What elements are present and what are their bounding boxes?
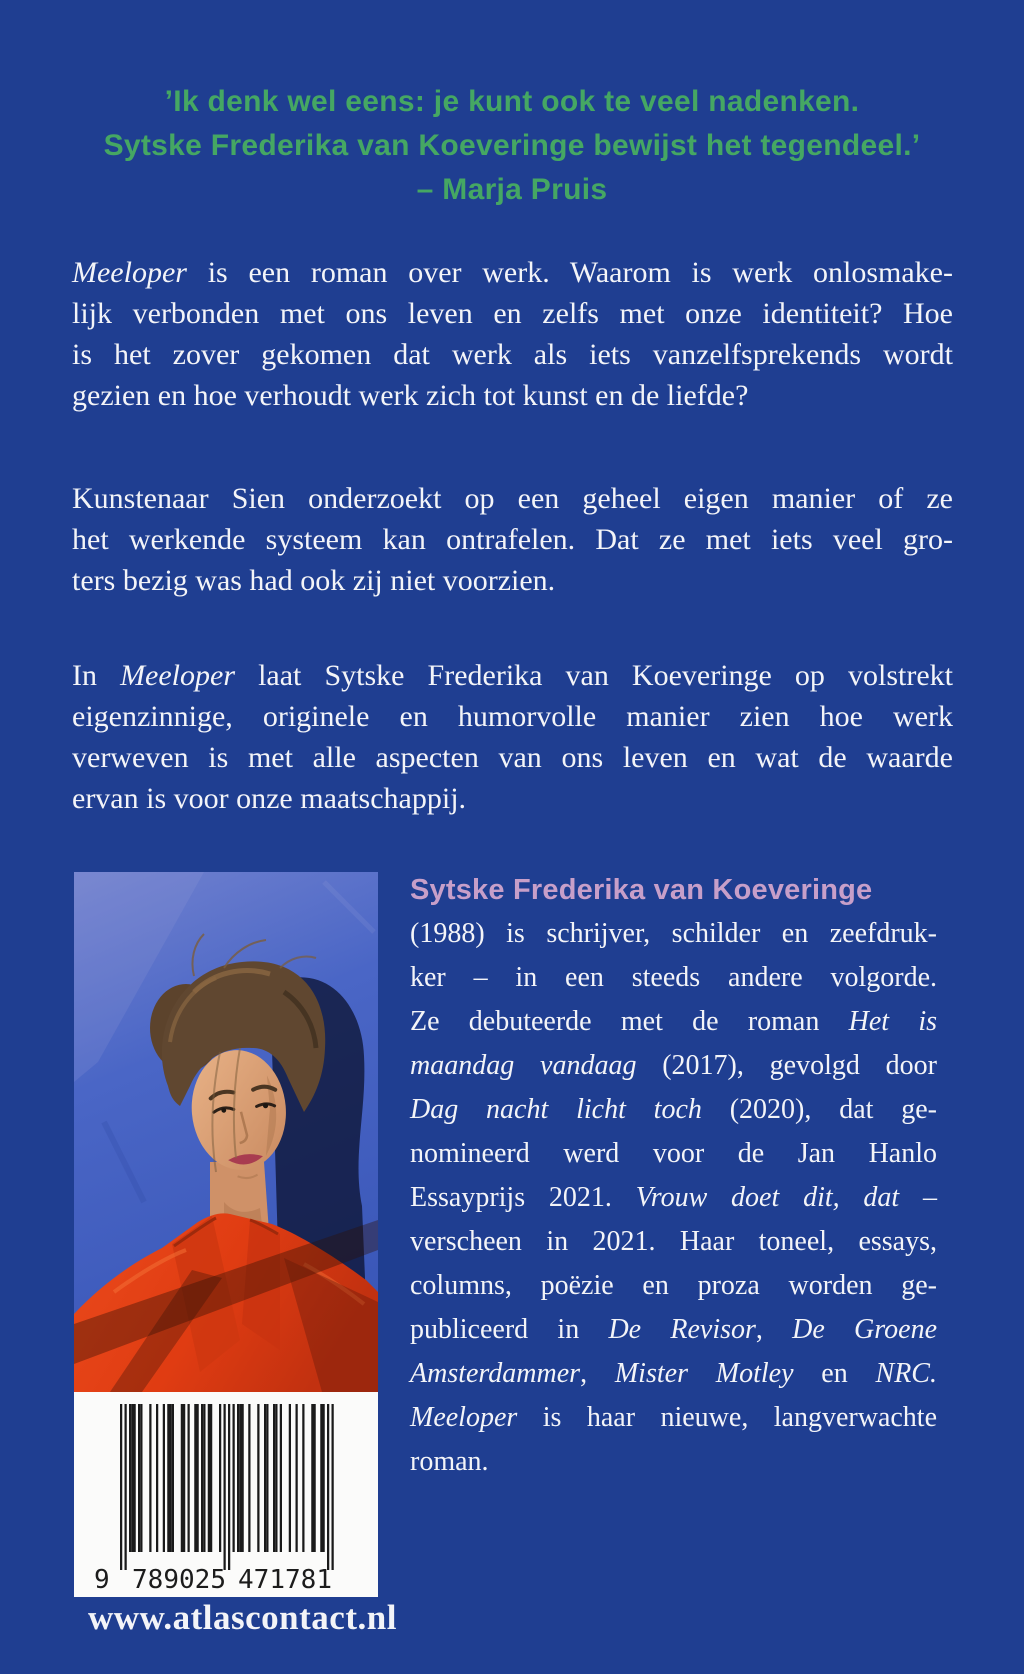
text-line: ters bezig was had ook zij niet voorzien. bbox=[72, 564, 556, 597]
text-line: Meeloper is een roman over werk. Waarom is werk onlosmake- bbox=[72, 256, 953, 289]
author-name: Sytske Frederika van Koeveringe bbox=[410, 874, 873, 906]
text-line: Kunstenaar Sien onderzoekt op een geheel eigen manier of ze bbox=[72, 482, 953, 515]
text-line: Amsterdammer, Mister Motley en NRC. bbox=[410, 1358, 937, 1389]
text-line: columns, poëzie en proza worden ge- bbox=[410, 1270, 937, 1301]
text-line: gezien en hoe verhoudt werk zich tot kunst en de liefde? bbox=[72, 379, 749, 412]
text-line: is het zover gekomen dat werk als iets vanzelfsprekends wordt bbox=[72, 338, 953, 371]
synopsis-paragraph-3 bbox=[72, 655, 953, 819]
text-line: publiceerd in De Revisor, De Groene bbox=[410, 1314, 937, 1345]
author-bio-text bbox=[410, 912, 937, 1484]
text-line: maandag vandaag (2017), gevolgd door bbox=[410, 1050, 937, 1081]
quote-attribution: – Marja Pruis bbox=[416, 173, 608, 206]
svg-text:471781: 471781 bbox=[238, 1565, 332, 1595]
text-line: verscheen in 2021. Haar toneel, essays, bbox=[410, 1226, 937, 1257]
quote-line: ’Ik denk wel eens: je kunt ook te veel nadenken. bbox=[164, 85, 860, 118]
text-line: Ze debuteerde met de roman Het is bbox=[410, 1006, 937, 1037]
barcode bbox=[74, 1392, 378, 1597]
text-line: Dag nacht licht toch (2020), dat ge- bbox=[410, 1094, 938, 1125]
text-line: (1988) is schrijver, schilder en zeefdruk- bbox=[410, 918, 937, 949]
text-line: Meeloper is haar nieuwe, langverwachte bbox=[410, 1402, 937, 1433]
text-line: nomineerd werd voor de Jan Hanlo bbox=[410, 1138, 937, 1169]
text-line: roman. bbox=[410, 1446, 489, 1477]
synopsis-paragraph-1 bbox=[72, 252, 953, 416]
review-quote bbox=[0, 80, 1024, 212]
svg-text:789025: 789025 bbox=[132, 1565, 226, 1595]
text-line: Essayprijs 2021. Vrouw doet dit, dat – bbox=[410, 1182, 937, 1213]
text-line: eigenzinnige, originele en humorvolle manier zien hoe werk bbox=[72, 700, 953, 733]
synopsis-paragraph-2 bbox=[72, 478, 953, 601]
text-line: verweven is met alle aspecten van ons leven en wat de waarde bbox=[72, 741, 953, 774]
publisher-website: www.atlascontact.nl bbox=[88, 1598, 397, 1637]
text-line: ervan is voor onze maatschappij. bbox=[72, 782, 467, 815]
text-line: ker – in een steeds andere volgorde. bbox=[410, 962, 937, 993]
text-line: In Meeloper laat Sytske Frederika van Koeveringe op volstrekt bbox=[72, 659, 953, 692]
text-line: lijk verbonden met ons leven en zelfs met onze identiteit? Hoe bbox=[72, 297, 953, 330]
author-bio bbox=[410, 868, 937, 1484]
author-photo bbox=[74, 872, 378, 1392]
quote-line: Sytske Frederika van Koeveringe bewijst het tegendeel.’ bbox=[103, 129, 921, 162]
svg-text:9: 9 bbox=[94, 1565, 110, 1595]
text-line: het werkende systeem kan ontrafelen. Dat ze met iets veel gro- bbox=[72, 523, 953, 556]
